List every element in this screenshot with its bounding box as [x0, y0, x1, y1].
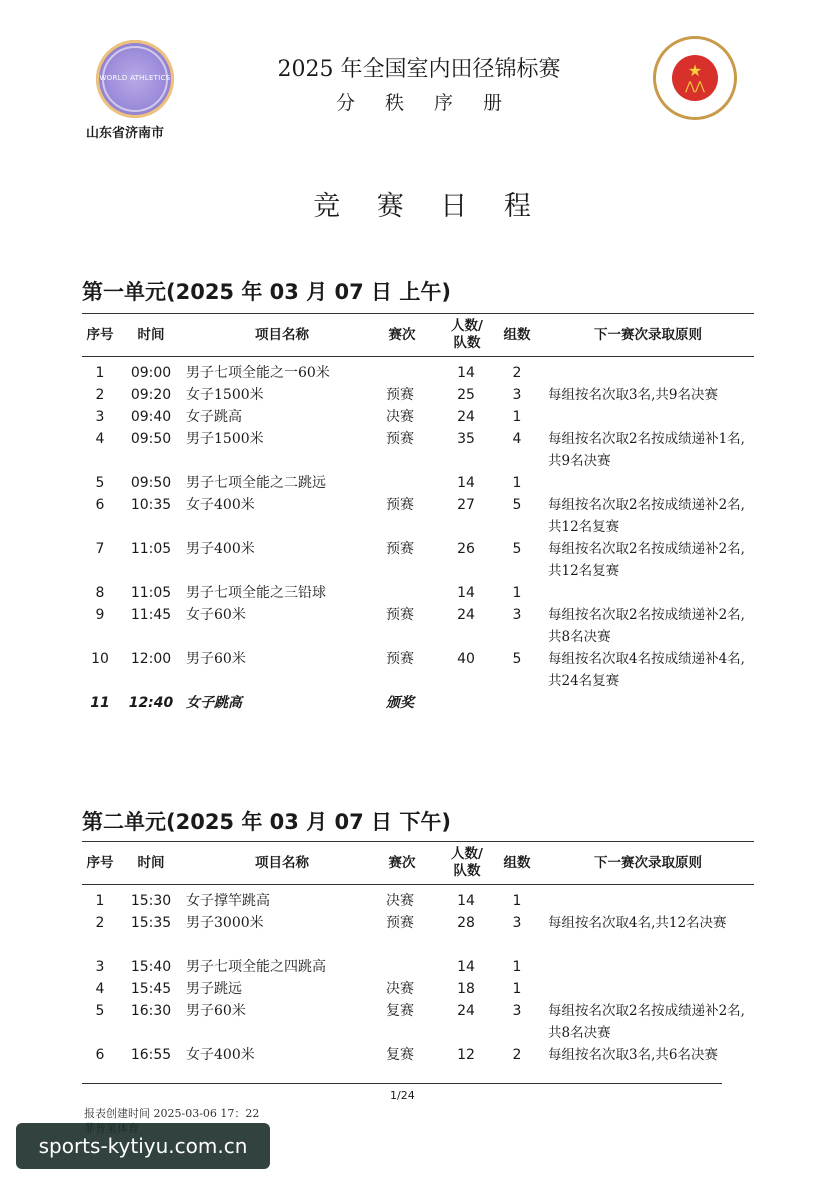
- cell-no: 6: [95, 497, 105, 513]
- cell-rule: 每组按名次取4名,共12名决赛: [548, 915, 727, 931]
- cell-groups: 1: [512, 475, 522, 491]
- cell-rule: 每组按名次取3名,共9名决赛: [548, 387, 718, 403]
- cell-no: 10: [91, 651, 109, 667]
- cell-round: 预赛: [386, 387, 414, 403]
- cell-groups: 3: [512, 915, 522, 931]
- cell-groups: 3: [512, 1003, 522, 1019]
- cell-event: 男子七项全能之三铅球: [186, 585, 326, 601]
- cell-time: 11:45: [130, 607, 172, 623]
- table-row: [82, 472, 754, 494]
- table-row: [82, 648, 754, 692]
- cell-groups: 5: [512, 651, 522, 667]
- cell-time: 15:30: [130, 893, 172, 909]
- table-row: [82, 538, 754, 582]
- logo-left-text: WORLD ATHLETICS: [99, 74, 171, 82]
- cell-time: 15:45: [130, 981, 172, 997]
- col-count-line1: 人数/: [451, 318, 483, 334]
- cell-no: 4: [95, 431, 105, 447]
- col-groups: 组数: [503, 854, 531, 871]
- cell-round: 预赛: [386, 607, 414, 623]
- cell-round: 复赛: [386, 1003, 414, 1019]
- cell-time: 16:55: [130, 1047, 172, 1063]
- cell-round: 预赛: [386, 431, 414, 447]
- session-2-title: 第二单元(2025 年 03 月 07 日 下午): [82, 810, 451, 834]
- col-time: 时间: [137, 854, 165, 871]
- table-row: [82, 582, 754, 604]
- table-row: [82, 362, 754, 384]
- cell-count: 40: [457, 651, 475, 667]
- cell-rule: 每组按名次取2名按成绩递补2名,共8名决赛: [548, 607, 745, 645]
- footer-divider: [82, 1083, 722, 1084]
- cell-time: 09:40: [130, 409, 172, 425]
- cell-rule: 每组按名次取2名按成绩递补1名,共9名决赛: [548, 431, 745, 469]
- cell-count: 14: [457, 475, 475, 491]
- cell-groups: 3: [512, 607, 522, 623]
- col-count: [442, 842, 492, 884]
- cell-event: 女子跳高: [186, 409, 242, 425]
- cell-count: 14: [457, 959, 475, 975]
- cell-event: 男子3000米: [186, 915, 264, 931]
- col-round: 赛次: [388, 326, 416, 343]
- col-count: [442, 314, 492, 356]
- cell-event: 男子跳远: [186, 981, 242, 997]
- cell-count: 24: [457, 409, 475, 425]
- site-watermark: sports-kytiyu.com.cn: [16, 1123, 270, 1169]
- cell-time: 12:40: [128, 695, 174, 711]
- cell-groups: 5: [512, 541, 522, 557]
- session-1-title: 第一单元(2025 年 03 月 07 日 上午): [82, 280, 451, 304]
- table-row: [82, 890, 754, 912]
- host-city: 山东省济南市: [86, 126, 165, 141]
- cell-no: 11: [90, 695, 110, 711]
- cell-event: 男子400米: [186, 541, 255, 557]
- table-header: [82, 841, 754, 885]
- cell-time: 09:50: [130, 431, 172, 447]
- cell-count: 28: [457, 915, 475, 931]
- cell-event: 男子七项全能之四跳高: [186, 959, 326, 975]
- table-row: [82, 692, 754, 714]
- table-row: [82, 978, 754, 1000]
- cell-rule: 每组按名次取2名按成绩递补2名,共8名决赛: [548, 1003, 745, 1041]
- cell-groups: 5: [512, 497, 522, 513]
- table-row: [82, 604, 754, 648]
- cell-no: 7: [95, 541, 105, 557]
- cell-groups: 2: [512, 365, 522, 381]
- table-row: [82, 956, 754, 978]
- cell-no: 5: [95, 475, 105, 491]
- cell-time: 09:20: [130, 387, 172, 403]
- document-subtitle: 分 秩 序 册: [335, 92, 515, 114]
- cell-time: 11:05: [130, 585, 172, 601]
- cell-event: 男子七项全能之二跳远: [186, 475, 326, 491]
- col-event: 项目名称: [255, 326, 309, 343]
- table-body: [82, 885, 754, 1066]
- cell-event: 女子1500米: [186, 387, 264, 403]
- col-groups: 组数: [503, 326, 531, 343]
- cell-no: 1: [95, 365, 105, 381]
- cell-count: 14: [457, 893, 475, 909]
- cell-round: 复赛: [386, 1047, 414, 1063]
- cell-rule: 每组按名次取2名按成绩递补2名,共12名复赛: [548, 541, 745, 579]
- page-number: 1/24: [390, 1089, 415, 1102]
- cell-round: 预赛: [386, 541, 414, 557]
- cell-round: 决赛: [386, 981, 414, 997]
- cell-rule: 每组按名次取2名按成绩递补2名,共12名复赛: [548, 497, 745, 535]
- cell-groups: 1: [512, 981, 522, 997]
- cell-count: 27: [457, 497, 475, 513]
- cell-no: 6: [95, 1047, 105, 1063]
- cell-groups: 1: [512, 409, 522, 425]
- cell-no: 4: [95, 981, 105, 997]
- cell-round: 预赛: [386, 497, 414, 513]
- table-header: [82, 313, 754, 357]
- cell-groups: 1: [512, 893, 522, 909]
- cell-count: 24: [457, 607, 475, 623]
- cell-count: 25: [457, 387, 475, 403]
- cell-groups: 1: [512, 959, 522, 975]
- cell-event: 男子七项全能之一60米: [186, 365, 330, 381]
- cell-time: 16:30: [130, 1003, 172, 1019]
- cell-time: 09:50: [130, 475, 172, 491]
- table-body: [82, 357, 754, 714]
- runner-icon: ⋀⋀: [685, 79, 705, 93]
- cell-count: 35: [457, 431, 475, 447]
- table-row: [82, 1000, 754, 1044]
- cell-round: 预赛: [386, 651, 414, 667]
- cell-event: 女子60米: [186, 607, 246, 623]
- table-row: [82, 406, 754, 428]
- cell-round: 预赛: [386, 915, 414, 931]
- cell-event: 男子1500米: [186, 431, 264, 447]
- cell-groups: 3: [512, 387, 522, 403]
- cell-time: 15:35: [130, 915, 172, 931]
- chinese-athletics-association-logo: [653, 36, 737, 120]
- cell-groups: 2: [512, 1047, 522, 1063]
- cell-round: 决赛: [386, 409, 414, 425]
- schedule-heading: 竞 赛 日 程: [313, 191, 545, 222]
- cell-no: 3: [95, 409, 105, 425]
- cell-rule: 每组按名次取4名按成绩递补4名,共24名复赛: [548, 651, 745, 689]
- cell-time: 12:00: [130, 651, 172, 667]
- cell-no: 1: [95, 893, 105, 909]
- session-2-table: [82, 841, 754, 1066]
- cell-no: 3: [95, 959, 105, 975]
- cell-count: 12: [457, 1047, 475, 1063]
- cell-no: 9: [95, 607, 105, 623]
- cell-no: 5: [95, 1003, 105, 1019]
- cell-count: 14: [457, 365, 475, 381]
- session-1-table: [82, 313, 754, 714]
- cell-time: 11:05: [130, 541, 172, 557]
- cell-count: 14: [457, 585, 475, 601]
- table-row: [82, 494, 754, 538]
- cell-rule: 每组按名次取3名,共6名决赛: [548, 1047, 718, 1063]
- star-icon: ★: [687, 61, 703, 80]
- cell-event: 女子撑竿跳高: [186, 893, 270, 909]
- table-row: [82, 912, 754, 956]
- cell-groups: 1: [512, 585, 522, 601]
- cell-event: 男子60米: [186, 1003, 246, 1019]
- table-row: [82, 1044, 754, 1066]
- cell-event: 女子跳高: [186, 695, 242, 711]
- cell-no: 2: [95, 387, 105, 403]
- document-title: 2025 年全国室内田径锦标赛: [277, 57, 561, 82]
- cell-time: 09:00: [130, 365, 172, 381]
- report-created-time: 报表创建时间 2025-03-06 17：22: [84, 1107, 260, 1120]
- cell-time: 10:35: [130, 497, 172, 513]
- col-rule: 下一赛次录取原则: [594, 326, 702, 343]
- col-count-line2: 队数: [453, 863, 481, 879]
- col-no: 序号: [86, 326, 114, 343]
- col-round: 赛次: [388, 854, 416, 871]
- cell-round: 决赛: [386, 893, 414, 909]
- col-count-line1: 人数/: [451, 846, 483, 862]
- col-event: 项目名称: [255, 854, 309, 871]
- logo-emblem: [672, 55, 718, 101]
- cell-count: 24: [457, 1003, 475, 1019]
- table-row: [82, 384, 754, 406]
- col-no: 序号: [86, 854, 114, 871]
- cell-round: 颁奖: [386, 695, 414, 711]
- col-count-line2: 队数: [453, 335, 481, 351]
- cell-event: 女子400米: [186, 497, 255, 513]
- col-rule: 下一赛次录取原则: [594, 854, 702, 871]
- cell-event: 男子60米: [186, 651, 246, 667]
- cell-count: 26: [457, 541, 475, 557]
- cell-event: 女子400米: [186, 1047, 255, 1063]
- cell-time: 15:40: [130, 959, 172, 975]
- cell-groups: 4: [512, 431, 522, 447]
- cell-count: 18: [457, 981, 475, 997]
- col-time: 时间: [137, 326, 165, 343]
- cell-no: 8: [95, 585, 105, 601]
- table-row: [82, 428, 754, 472]
- cell-no: 2: [95, 915, 105, 931]
